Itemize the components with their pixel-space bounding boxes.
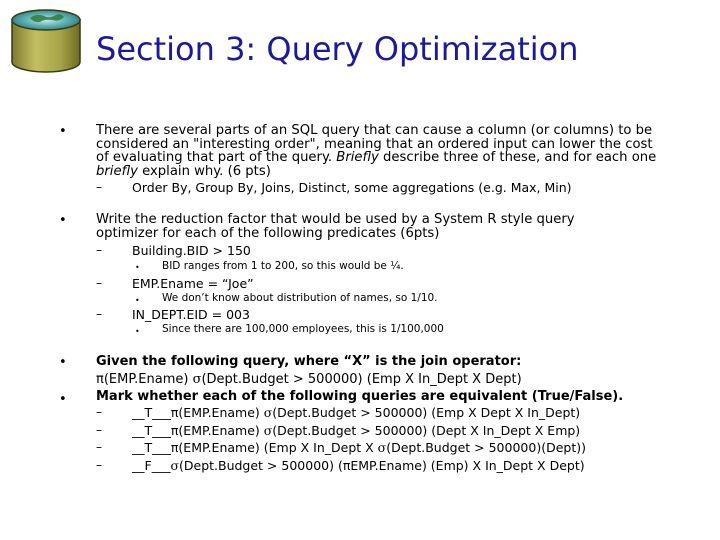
expr-b: (Dept.Budget > 500000)(Dept)) — [386, 440, 586, 455]
pi-symbol: π — [96, 372, 104, 387]
question-1-part-1: There are several parts of an SQL query that can cause a column (or columns) to be considered an "interesting order", meaning that an ordered input can lower the cost of evaluating that part of the query. — [96, 123, 653, 165]
bullet: • — [59, 124, 67, 139]
dash: – — [96, 423, 102, 437]
note-bullet: • — [135, 263, 140, 272]
question-3-text: Given the following query, where “X” is the join operator: — [96, 354, 522, 369]
expr-b: (Dept.Budget > 500000) (Dept X In_Dept X Emp) — [272, 423, 581, 438]
equivalence-1 — [132, 405, 580, 420]
dash: – — [96, 440, 102, 454]
sigma-symbol: σ — [170, 458, 179, 473]
answer-blank: __T___ — [132, 423, 171, 438]
dash: – — [96, 307, 102, 321]
expr-b: (Dept.Budget > 500000) (Emp X Dept X In_Dept) — [272, 405, 581, 420]
bullet: • — [59, 213, 67, 228]
pi-symbol: π — [170, 405, 179, 420]
dash: – — [96, 243, 102, 257]
slide-title: Section 3: Query Optimization — [96, 30, 579, 68]
dash: – — [96, 405, 102, 419]
question-1-italic-1: Briefly — [336, 150, 379, 165]
answer-blank: __T___ — [132, 440, 171, 455]
answer-1-text: Order By, Group By, Joins, Distinct, some aggregations (e.g. Max, Min) — [132, 180, 572, 195]
database-cylinder-icon — [8, 6, 84, 74]
predicate-2-note: We don’t know about distribution of names, so 1/10. — [162, 292, 438, 304]
predicate-2: EMP.Ename = “Joe” — [132, 276, 254, 291]
question-1-text — [96, 124, 666, 178]
dash: – — [96, 180, 102, 194]
question-2-text: Write the reduction factor that would be used by a System R style query optimizer for each of the following predicates (6pts) — [96, 212, 575, 241]
answer-blank: __T___ — [132, 405, 171, 420]
note-bullet: • — [135, 296, 140, 305]
equivalence-4 — [132, 458, 585, 473]
bullet: • — [59, 355, 67, 370]
predicate-1: Building.BID > 150 — [132, 243, 251, 258]
expr-b: (Dept.Budget > 500000) (πEMP.Ename) (Emp) X In_Dept X Dept) — [179, 458, 585, 473]
expr-a: (EMP.Ename) — [178, 405, 264, 420]
bullet: • — [59, 392, 67, 407]
question-4-text: Mark whether each of the following queries are equivalent (True/False). — [96, 389, 624, 404]
equivalence-3 — [132, 440, 586, 455]
sigma-symbol: σ — [263, 423, 273, 438]
dash: – — [96, 458, 102, 472]
sigma-symbol: σ — [377, 440, 387, 455]
pi-symbol: π — [170, 423, 179, 438]
answer-blank: __F___ — [132, 458, 171, 473]
query-part-b: (Dept.Budget > 500000) (Emp X In_Dept X Dept) — [201, 372, 522, 387]
query-part-a: (EMP.Ename) — [103, 372, 193, 387]
predicate-3-note: Since there are 100,000 employees, this is 1/100,000 — [162, 323, 444, 335]
expr-a: (EMP.Ename) (Emp X In_Dept X — [178, 440, 378, 455]
query-expression — [96, 372, 522, 387]
expr-a: (EMP.Ename) — [178, 423, 264, 438]
equivalence-2 — [132, 423, 580, 438]
sigma-symbol: σ — [192, 372, 202, 387]
note-bullet: • — [135, 327, 140, 336]
sigma-symbol: σ — [263, 405, 273, 420]
dash: – — [96, 276, 102, 290]
question-1-italic-2: briefly — [96, 163, 138, 179]
question-1-part-2: describe three of these, and for each one — [378, 150, 657, 165]
question-1-part-3: explain why. (6 pts) — [137, 163, 271, 179]
pi-symbol: π — [170, 440, 179, 455]
predicate-1-note: BID ranges from 1 to 200, so this would be ¼. — [162, 260, 404, 272]
predicate-3: IN_DEPT.EID = 003 — [132, 307, 250, 322]
